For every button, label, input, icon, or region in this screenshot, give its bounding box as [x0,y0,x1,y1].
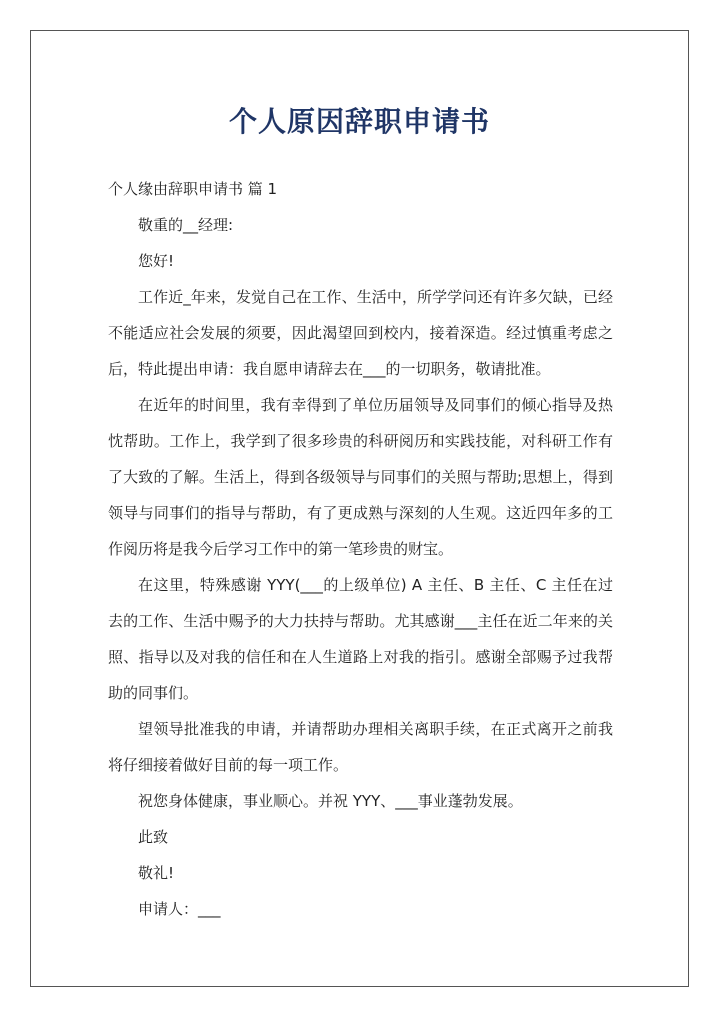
greeting: 您好! [138,252,175,270]
body-paragraph-4: 望领导批准我的申请，并请帮助办理相关离职手续，在正式离开之前我将仔细接着做好目前的每一项工作。 [108,720,613,774]
body-paragraph-5: 祝您身体健康，事业顺心。并祝 YYY、___事业蓬勃发展。 [138,792,523,810]
body-paragraph-3: 在这里，特殊感谢 YYY(___的上级单位) A 主任、B 主任、C 主任在过去的工作、生活中赐予的大力扶持与帮助。尤其感谢___主任在近二年来的关照、指导以及对我的信任和在人生道路上对我的指引。感谢全部赐予过我帮助的同事们。 [108,576,613,702]
closing-line-1: 此致 [138,828,169,846]
closing-line-2: 敬礼! [138,864,175,882]
signature-line: 申请人：___ [138,900,221,918]
document-subtitle: 个人缘由辞职申请书 篇 1 [108,180,278,198]
document-body [108,171,613,927]
body-paragraph-2: 在近年的时间里，我有幸得到了单位历届领导及同事们的倾心指导及热忱帮助。工作上，我学到了很多珍贵的科研阅历和实践技能，对科研工作有了大致的了解。生活上，得到各级领导与同事们的关照与帮助;思想上，得到领导与同事们的指导与帮助，有了更成熟与深刻的人生观。这近四年多的工作阅历将是我今后学习工作中的第一笔珍贵的财宝。 [108,396,613,558]
document-title: 个人原因辞职申请书 [228,105,490,138]
salutation: 敬重的__经理: [138,216,234,234]
body-paragraph-1: 工作近_年来，发觉自己在工作、生活中，所学学问还有许多欠缺，已经不能适应社会发展的须要，因此渴望回到校内，接着深造。经过慎重考虑之后，特此提出申请：我自愿申请辞去在___的一切职务，敬请批准。 [108,288,613,378]
